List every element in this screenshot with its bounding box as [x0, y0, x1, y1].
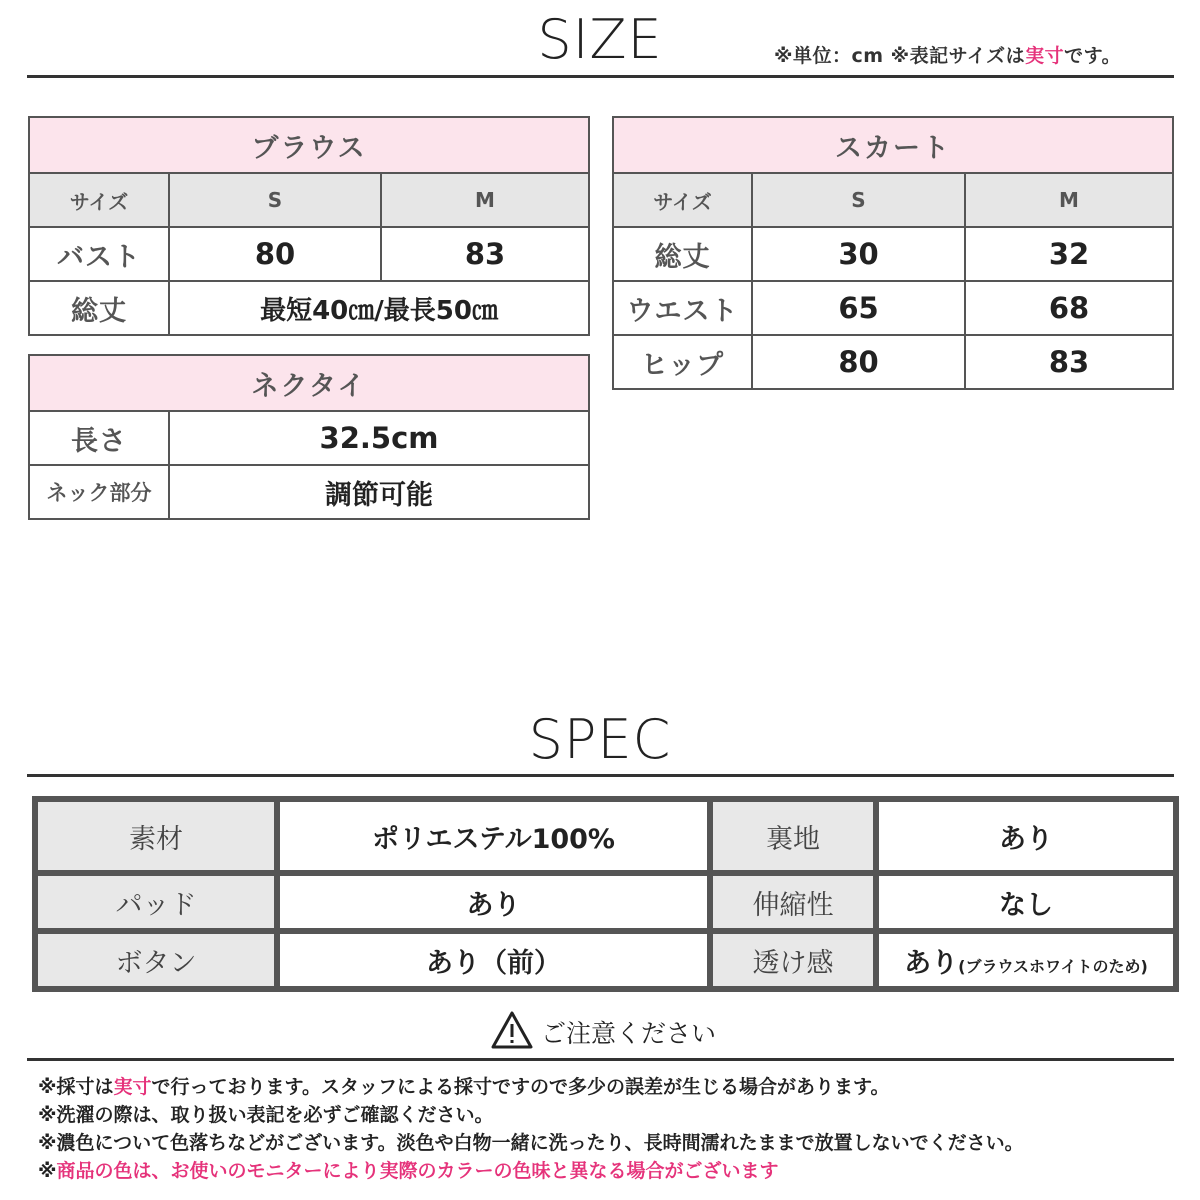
spec-label: 裏地	[710, 799, 876, 873]
skirt-cell-m: 32	[965, 227, 1173, 281]
skirt-header-size: サイズ	[613, 173, 752, 227]
unit-note-suffix: です。	[1064, 45, 1122, 67]
skirt-header-m: M	[965, 173, 1173, 227]
spec-label: ボタン	[35, 931, 277, 989]
necktie-cell-neck: 調節可能	[169, 465, 589, 519]
blouse-header-s: S	[169, 173, 381, 227]
spec-label: 素材	[35, 799, 277, 873]
blouse-cell-s: 80	[169, 227, 381, 281]
skirt-cell-s: 30	[752, 227, 965, 281]
note-line-3: ※濃色について色落ちなどがございます。淡色や白物一緒に洗ったり、長時間濡れたままで放置しないでください。	[38, 1132, 1024, 1154]
skirt-row-label: 総丈	[613, 227, 752, 281]
skirt-cell-m: 68	[965, 281, 1173, 335]
unit-note-prefix: ※単位：cm ※表記サイズは	[774, 45, 1026, 67]
note-line-1	[38, 1073, 1024, 1101]
blouse-row-label: 総丈	[29, 281, 169, 335]
note-1-suffix: で行っております。スタッフによる採寸ですので多少の誤差が生じる場合があります。	[151, 1076, 890, 1098]
skirt-header-s: S	[752, 173, 965, 227]
skirt-table	[612, 116, 1174, 390]
note-1-highlight: 実寸	[113, 1076, 152, 1098]
note-4-highlight: 商品の色は、お使いのモニターにより実際のカラーの色味と異なる場合がございます	[56, 1160, 779, 1182]
blouse-header-m: M	[381, 173, 589, 227]
unit-note-highlight: 実寸	[1025, 45, 1065, 67]
spec-value: あり（前）	[277, 931, 710, 989]
spec-label: 透け感	[710, 931, 876, 989]
spec-table	[32, 796, 1179, 992]
skirt-cell-m: 83	[965, 335, 1173, 389]
spec-divider	[27, 774, 1174, 777]
necktie-row-label: 長さ	[29, 411, 169, 465]
spec-value: あり	[277, 873, 710, 931]
unit-note	[774, 41, 1121, 68]
spec-value: なし	[876, 873, 1176, 931]
skirt-title: スカート	[613, 117, 1173, 173]
necktie-title: ネクタイ	[29, 355, 589, 411]
spec-value: あり	[904, 947, 959, 979]
spec-value-note: (ブラウスホワイトのため)	[958, 956, 1148, 976]
note-line-4	[38, 1157, 1024, 1185]
blouse-cell-m: 83	[381, 227, 589, 281]
blouse-row-label: バスト	[29, 227, 169, 281]
skirt-cell-s: 80	[752, 335, 965, 389]
skirt-row-label: ヒップ	[613, 335, 752, 389]
skirt-cell-s: 65	[752, 281, 965, 335]
size-title: SIZE	[537, 8, 663, 71]
blouse-title: ブラウス	[29, 117, 589, 173]
caution-notes	[38, 1073, 1024, 1185]
necktie-table	[28, 354, 590, 520]
spec-label: パッド	[35, 873, 277, 931]
skirt-row-label: ウエスト	[613, 281, 752, 335]
warning-triangle-icon	[490, 1010, 534, 1050]
note-line-2: ※洗濯の際は、取り扱い表記を必ずご確認ください。	[38, 1104, 494, 1126]
spec-label: 伸縮性	[710, 873, 876, 931]
caution-title: ご注意ください	[541, 1019, 717, 1048]
caution-divider	[27, 1058, 1174, 1061]
necktie-row-label: ネック部分	[29, 465, 169, 519]
blouse-header-size: サイズ	[29, 173, 169, 227]
spec-value: ポリエステル100%	[277, 799, 710, 873]
blouse-cell-length: 最短40㎝/最長50㎝	[169, 281, 589, 335]
spec-value: あり	[876, 799, 1176, 873]
note-1-prefix: ※採寸は	[38, 1076, 114, 1098]
spec-value-with-note	[876, 931, 1176, 989]
blouse-table	[28, 116, 590, 336]
necktie-cell-length: 32.5cm	[169, 411, 589, 465]
spec-title: SPEC	[528, 708, 672, 771]
note-4-prefix: ※	[38, 1160, 57, 1182]
size-divider	[27, 75, 1174, 78]
